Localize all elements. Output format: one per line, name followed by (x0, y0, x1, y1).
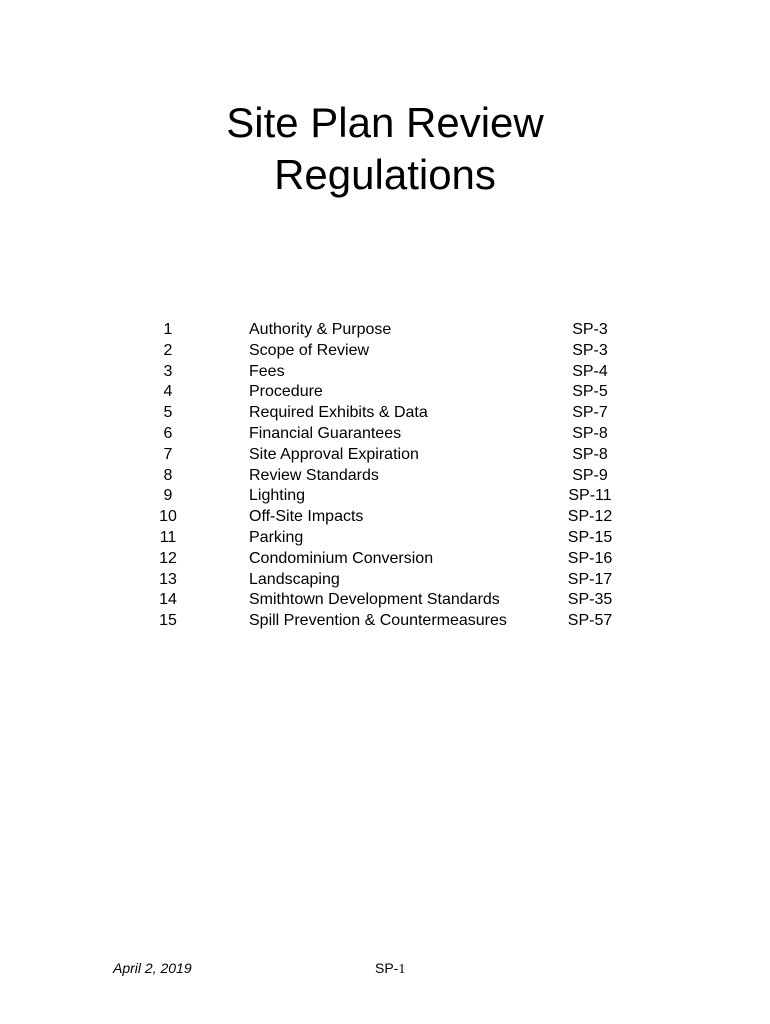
toc-page-ref: SP-3 (572, 341, 608, 359)
toc-page-ref: SP-8 (572, 424, 608, 442)
toc-page-ref: SP-7 (572, 404, 608, 422)
toc-row (0, 549, 770, 570)
toc-section-title: Site Approval Expiration (249, 445, 419, 463)
toc-page-ref: SP-3 (572, 321, 608, 338)
toc-page-ref: SP-15 (567, 528, 613, 546)
table-of-contents (0, 320, 770, 632)
toc-section-number: 12 (159, 549, 177, 567)
footer-page-prefix: SP- (375, 960, 399, 976)
toc-page-ref: SP-4 (572, 362, 608, 380)
toc-section-title: Smithtown Development Standards (249, 591, 500, 609)
toc-section-number: 9 (163, 487, 173, 505)
toc-row (0, 611, 770, 632)
toc-section-number: 2 (163, 341, 173, 359)
toc-page-ref: SP-57 (567, 612, 613, 630)
toc-row (0, 445, 770, 466)
title-line-2: Regulations (274, 151, 496, 198)
toc-section-title: Landscaping (249, 570, 340, 588)
toc-row (0, 486, 770, 507)
toc-row (0, 466, 770, 487)
footer-page-number (375, 960, 405, 978)
toc-section-title: Authority & Purpose (249, 321, 392, 338)
toc-row (0, 320, 770, 341)
toc-section-title: Lighting (249, 487, 306, 505)
toc-page-ref: SP-12 (567, 508, 613, 526)
toc-row (0, 570, 770, 591)
document-title (0, 97, 770, 201)
toc-page-ref: SP-16 (567, 549, 613, 567)
toc-row (0, 362, 770, 383)
toc-row (0, 528, 770, 549)
toc-page-ref: SP-35 (567, 591, 613, 609)
toc-section-title: Fees (249, 362, 285, 380)
toc-page-ref: SP-11 (568, 487, 612, 505)
toc-row (0, 341, 770, 362)
footer-page-digit: 1 (398, 962, 406, 977)
toc-section-title: Condominium Conversion (249, 549, 434, 567)
toc-section-title: Off-Site Impacts (249, 508, 364, 526)
toc-section-title: Financial Guarantees (249, 424, 402, 442)
toc-section-title: Parking (249, 528, 304, 546)
toc-section-title: Review Standards (249, 466, 379, 484)
toc-section-number: 1 (163, 321, 173, 338)
toc-page-ref: SP-9 (572, 466, 608, 484)
toc-section-number: 14 (159, 591, 177, 609)
toc-section-number: 4 (163, 383, 173, 401)
title-line-1: Site Plan Review (226, 99, 544, 146)
toc-section-title: Required Exhibits & Data (249, 404, 428, 422)
toc-section-title: Procedure (249, 383, 323, 401)
toc-section-number: 6 (163, 424, 173, 442)
toc-section-number: 15 (159, 612, 177, 630)
toc-section-number: 11 (159, 528, 177, 546)
toc-section-number: 5 (163, 404, 173, 422)
toc-row (0, 424, 770, 445)
toc-row (0, 382, 770, 403)
toc-section-number: 8 (163, 466, 173, 484)
toc-page-ref: SP-8 (572, 445, 608, 463)
toc-row (0, 403, 770, 424)
toc-section-title: Scope of Review (249, 341, 370, 359)
toc-page-ref: SP-5 (572, 383, 608, 401)
footer-date: April 2, 2019 (113, 960, 192, 976)
toc-section-number: 13 (159, 570, 177, 588)
toc-row (0, 507, 770, 528)
toc-section-title: Spill Prevention & Countermeasures (249, 612, 507, 630)
toc-row (0, 590, 770, 611)
toc-section-number: 7 (163, 445, 173, 463)
toc-section-number: 10 (159, 508, 177, 526)
toc-page-ref: SP-17 (567, 570, 613, 588)
toc-section-number: 3 (163, 362, 173, 380)
